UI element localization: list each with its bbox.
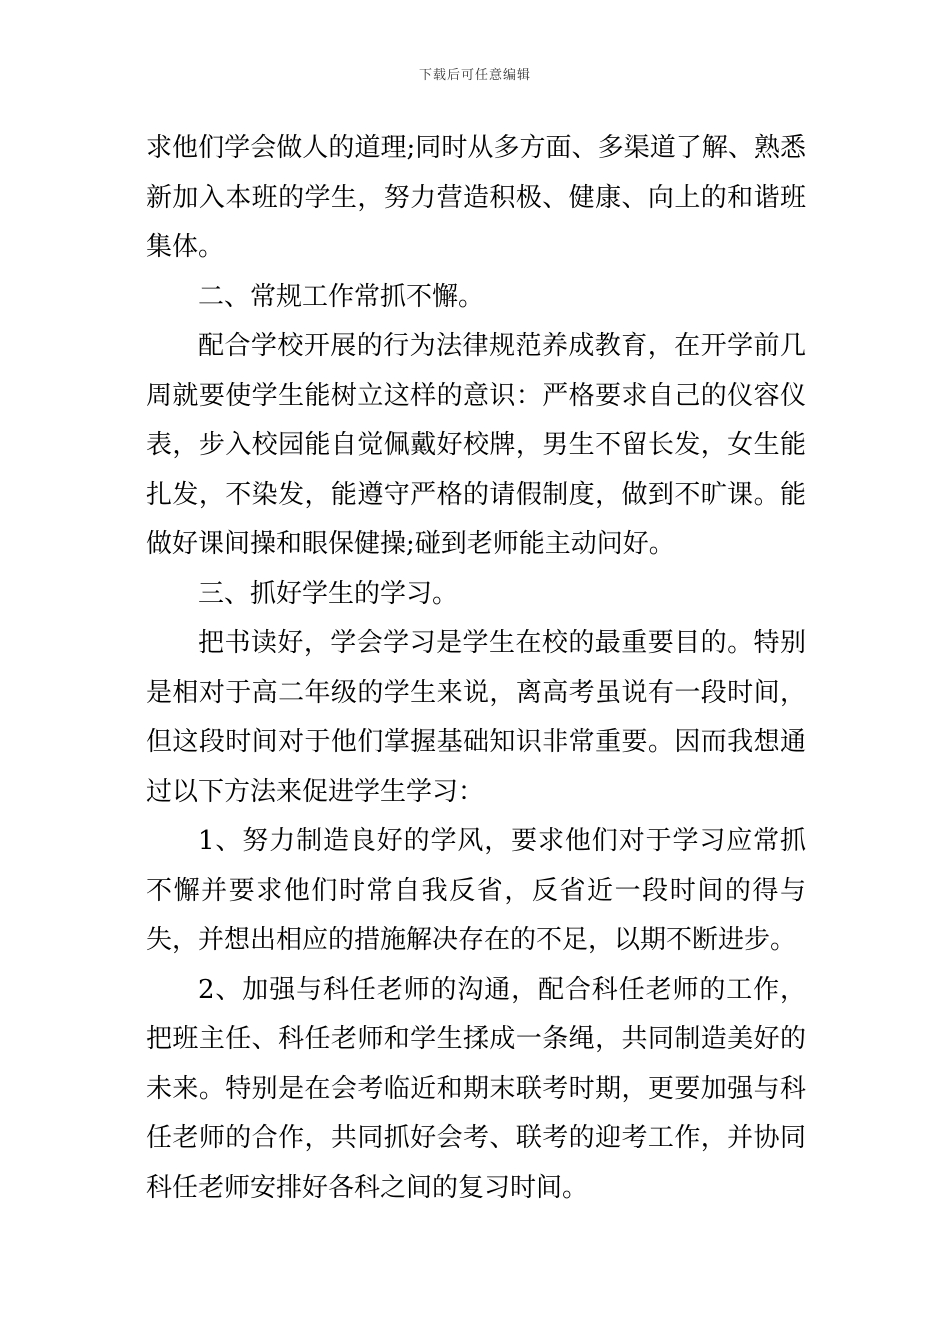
section-heading-study: 三、抓好学生的学习。: [198, 578, 459, 609]
paragraph-item-2-teacher-communication: 2、加强与科任老师的沟通，配合科任老师的工作，把班主任、科任老师和学生揉成一条绳，共同制造美好的未来。特别是在会考临近和期末联考时期，更要加强与科任老师的合作，共同抓好会考、联考的迎考工作，并协同科任老师安排好各科之间的复习时间。: [146, 974, 806, 1203]
document-body: [146, 124, 806, 1213]
paragraph-study-importance: 把书读好，学会学习是学生在校的最重要目的。特别是相对于高二年级的学生来说，离高考虽说有一段时间，但这段时间对于他们掌握基础知识非常重要。因而我想通过以下方法来促进学生学习：: [146, 628, 806, 807]
section-heading-routine-work: 二、常规工作常抓不懈。: [198, 281, 485, 312]
page-header: 下载后可任意编辑: [418, 68, 531, 83]
paragraph-intro-continuation: 求他们学会做人的道理;同时从多方面、多渠道了解、熟悉新加入本班的学生，努力营造积极、健康、向上的和谐班集体。: [146, 133, 806, 262]
paragraph-conduct-education: 配合学校开展的行为法律规范养成教育，在开学前几周就要使学生能树立这样的意识：严格要求自己的仪容仪表，步入校园能自觉佩戴好校牌，男生不留长发，女生能扎发，不染发，能遵守严格的请假制度，做到不旷课。能做好课间操和眼保健操;碰到老师能主动问好。: [146, 331, 806, 559]
paragraph-item-1-study-style: 1、努力制造良好的学风，要求他们对于学习应常抓不懈并要求他们时常自我反省，反省近一段时间的得与失，并想出相应的措施解决存在的不足，以期不断进步。: [146, 826, 806, 955]
